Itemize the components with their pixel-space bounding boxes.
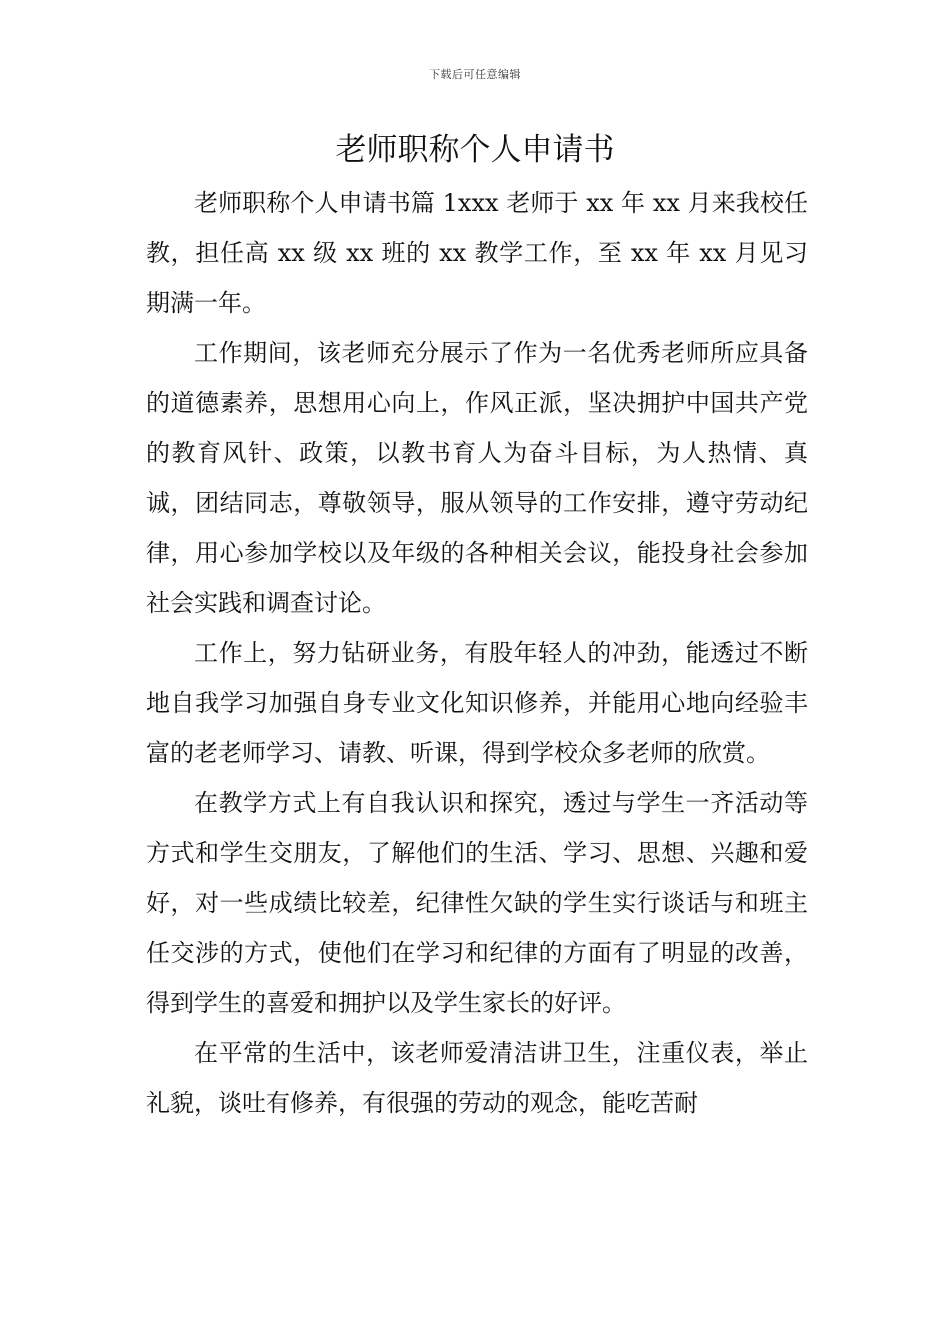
document-body [146,178,808,1128]
header-note: 下载后可任意编辑 [429,68,521,81]
paragraph-1: 老师职称个人申请书篇 1xxx 老师于 xx 年 xx 月来我校任教，担任高 xx 级 xx 班的 xx 教学工作，至 xx 年 xx 月见习期满一年。 [146,189,808,317]
paragraph-3: 工作上，努力钻研业务，有股年轻人的冲劲，能透过不断地自我学习加强自身专业文化知识修养，并能用心地向经验丰富的老老师学习、请教、听课，得到学校众多老师的欣赏。 [146,639,808,767]
paragraph-2: 工作期间，该老师充分展示了作为一名优秀老师所应具备的道德素养，思想用心向上，作风正派，坚决拥护中国共产党的教育风针、政策，以教书育人为奋斗目标，为人热情、真诚，团结同志，尊敬领导，服从领导的工作安排，遵守劳动纪律，用心参加学校以及年级的各种相关会议，能投身社会参加社会实践和调查讨论。 [146,339,808,617]
page-title: 老师职称个人申请书 [335,132,615,168]
paragraph-4: 在教学方式上有自我认识和探究，透过与学生一齐活动等方式和学生交朋友，了解他们的生活、学习、思想、兴趣和爱好，对一些成绩比较差，纪律性欠缺的学生实行谈话与和班主任交涉的方式，使他们在学习和纪律的方面有了明显的改善，得到学生的喜爱和拥护以及学生家长的好评。 [146,789,808,1017]
paragraph-5: 在平常的生活中，该老师爱清洁讲卫生，注重仪表，举止礼貌，谈吐有修养，有很强的劳动的观念，能吃苦耐 [146,1039,808,1117]
